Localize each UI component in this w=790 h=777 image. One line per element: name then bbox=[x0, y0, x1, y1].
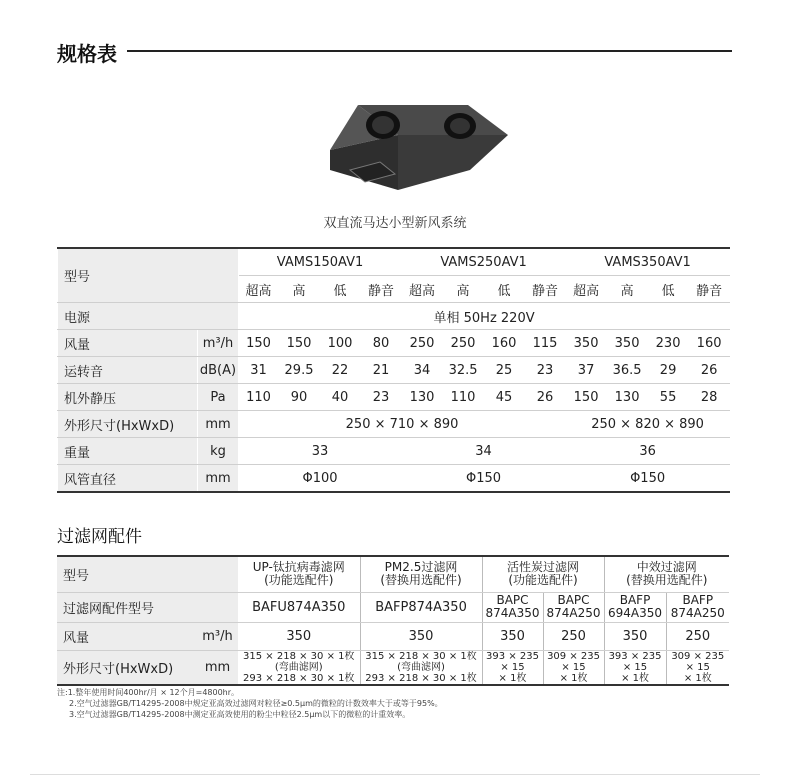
power-label: 电源 bbox=[58, 303, 239, 330]
part-number: BAFP874A350 bbox=[360, 592, 482, 622]
cell-value: 150 bbox=[566, 384, 607, 411]
filter-type-name: UP-钛抗病毒滤网 bbox=[252, 560, 345, 575]
cell-value: 250 bbox=[443, 330, 484, 357]
spec-table bbox=[57, 247, 730, 493]
row-label: 风管直径 bbox=[58, 465, 198, 493]
cell-value: 28 bbox=[689, 384, 730, 411]
cell-value: 29 bbox=[648, 357, 689, 384]
row-label: 风量 bbox=[58, 330, 198, 357]
cell-value: 350 bbox=[566, 330, 607, 357]
part-number-line: 874A350 bbox=[485, 606, 540, 620]
cell-value: 80 bbox=[361, 330, 402, 357]
speed-label: 超高 bbox=[566, 276, 607, 303]
model-header: VAMS250AV1 bbox=[402, 248, 566, 276]
page-title: 规格表 bbox=[57, 42, 117, 66]
cell-value: 250 × 710 × 890 bbox=[239, 411, 566, 438]
footnotes bbox=[57, 687, 443, 720]
row-label: 运转音 bbox=[58, 357, 198, 384]
row-unit: mm bbox=[198, 465, 239, 493]
filter-section-title: 过滤网配件 bbox=[57, 527, 142, 547]
speed-label: 超高 bbox=[239, 276, 279, 303]
weight-row bbox=[58, 438, 730, 465]
size-line: × 1枚 bbox=[621, 672, 649, 684]
filter-type-name: 活性炭过滤网 bbox=[507, 560, 580, 575]
part-number-line: BAPC bbox=[557, 593, 590, 607]
row-unit: mm bbox=[197, 650, 238, 685]
filter-type-name: 中效过滤网 bbox=[636, 560, 697, 575]
cell-value: 160 bbox=[689, 330, 730, 357]
filter-part-row bbox=[57, 592, 729, 622]
model-header: VAMS150AV1 bbox=[239, 248, 402, 276]
row-unit: dB(A) bbox=[198, 357, 239, 384]
cell-value: 250 bbox=[402, 330, 443, 357]
part-number-line: BAFP bbox=[619, 593, 651, 607]
cell-value: 130 bbox=[607, 384, 648, 411]
part-number-line: BAPC bbox=[496, 593, 529, 607]
row-unit: Pa bbox=[198, 384, 239, 411]
cell-value: 250 × 820 × 890 bbox=[566, 411, 730, 438]
filter-type-note: (功能选配件) bbox=[508, 573, 578, 588]
row-label: 风量 bbox=[57, 622, 197, 650]
filter-type bbox=[238, 556, 360, 592]
part-number bbox=[604, 592, 666, 622]
speed-label: 低 bbox=[484, 276, 525, 303]
cell-value: 110 bbox=[443, 384, 484, 411]
cell-value: 40 bbox=[320, 384, 361, 411]
cell-value: 115 bbox=[525, 330, 566, 357]
size-value bbox=[604, 650, 666, 685]
row-label: 重量 bbox=[58, 438, 198, 465]
cell-value: Φ150 bbox=[566, 465, 730, 493]
speed-label: 静音 bbox=[361, 276, 402, 303]
filter-table bbox=[57, 555, 729, 686]
cell-value: 26 bbox=[689, 357, 730, 384]
speed-label: 低 bbox=[648, 276, 689, 303]
cell-value: 130 bbox=[402, 384, 443, 411]
model-label: 型号 bbox=[58, 248, 239, 303]
filter-type-note: (功能选配件) bbox=[264, 573, 334, 588]
size-line: 293 × 218 × 30 × 1枚 bbox=[365, 672, 477, 684]
part-number-line: 874A250 bbox=[670, 606, 725, 620]
row-unit: kg bbox=[198, 438, 239, 465]
cell-value: 29.5 bbox=[279, 357, 320, 384]
model-label: 型号 bbox=[57, 556, 238, 592]
size-line: 315 × 218 × 30 × 1枚(弯曲滤网) bbox=[365, 650, 477, 673]
filter-type-row bbox=[57, 556, 729, 592]
duct-row bbox=[58, 465, 730, 493]
size-line: 393 × 235 × 15 bbox=[608, 650, 662, 673]
cell-value: 55 bbox=[648, 384, 689, 411]
cell-value: 160 bbox=[484, 330, 525, 357]
cell-value: Φ100 bbox=[239, 465, 402, 493]
size-line: × 1枚 bbox=[559, 672, 588, 684]
part-number bbox=[482, 592, 543, 622]
cell-value: 350 bbox=[238, 622, 360, 650]
cell-value: 34 bbox=[402, 357, 443, 384]
size-line: 293 × 218 × 30 × 1枚 bbox=[243, 672, 355, 684]
filter-type bbox=[360, 556, 482, 592]
cell-value: 100 bbox=[320, 330, 361, 357]
cell-value: 350 bbox=[360, 622, 482, 650]
speed-label: 超高 bbox=[402, 276, 443, 303]
cell-value: 36 bbox=[566, 438, 730, 465]
title-divider bbox=[127, 50, 732, 52]
size-value bbox=[666, 650, 729, 685]
size-line: 309 × 235 × 15 bbox=[671, 650, 725, 673]
cell-value: 45 bbox=[484, 384, 525, 411]
row-label: 外形尺寸(HxWxD) bbox=[57, 650, 197, 685]
cell-value: 22 bbox=[320, 357, 361, 384]
speed-label: 高 bbox=[279, 276, 320, 303]
size-line: 393 × 235 × 15 bbox=[486, 650, 539, 673]
cell-value: 150 bbox=[239, 330, 279, 357]
size-line: × 1枚 bbox=[683, 672, 712, 684]
size-value bbox=[360, 650, 482, 685]
power-row bbox=[58, 303, 730, 330]
noise-row bbox=[58, 357, 730, 384]
speed-label: 高 bbox=[443, 276, 484, 303]
dims-row bbox=[58, 411, 730, 438]
speed-label: 静音 bbox=[689, 276, 730, 303]
model-header: VAMS350AV1 bbox=[566, 248, 730, 276]
row-unit: m³/h bbox=[197, 622, 238, 650]
size-line: 315 × 218 × 30 × 1枚(弯曲滤网) bbox=[243, 650, 355, 673]
row-unit: mm bbox=[198, 411, 239, 438]
cell-value: 350 bbox=[482, 622, 543, 650]
size-value bbox=[543, 650, 604, 685]
cell-value: 23 bbox=[525, 357, 566, 384]
filter-type bbox=[604, 556, 729, 592]
cell-value: 110 bbox=[239, 384, 279, 411]
cell-value: 34 bbox=[402, 438, 566, 465]
speed-label: 高 bbox=[607, 276, 648, 303]
cell-value: 21 bbox=[361, 357, 402, 384]
filter-type bbox=[482, 556, 604, 592]
product-image bbox=[320, 100, 510, 200]
cell-value: Φ150 bbox=[402, 465, 566, 493]
cell-value: 33 bbox=[239, 438, 402, 465]
size-value bbox=[482, 650, 543, 685]
cell-value: 350 bbox=[604, 622, 666, 650]
power-value: 单相 50Hz 220V bbox=[239, 303, 730, 330]
part-number-line: BAFP bbox=[682, 593, 714, 607]
product-caption: 双直流马达小型新风系统 bbox=[323, 216, 467, 231]
size-value bbox=[238, 650, 360, 685]
cell-value: 90 bbox=[279, 384, 320, 411]
airflow-row bbox=[58, 330, 730, 357]
size-line: 309 × 235 × 15 bbox=[547, 650, 600, 673]
cell-value: 26 bbox=[525, 384, 566, 411]
title-row bbox=[57, 38, 732, 64]
footnote: 注:1.整年使用时间400hr/月 × 12个月=4800hr。 bbox=[57, 688, 240, 697]
cell-value: 36.5 bbox=[607, 357, 648, 384]
cell-value: 250 bbox=[543, 622, 604, 650]
part-number: BAFU874A350 bbox=[238, 592, 360, 622]
cell-value: 23 bbox=[361, 384, 402, 411]
footer-divider bbox=[30, 774, 760, 775]
filter-type-note: (替换用选配件) bbox=[380, 573, 462, 588]
part-number-line: 694A350 bbox=[608, 606, 663, 620]
filter-size-row bbox=[57, 650, 729, 685]
cell-value: 230 bbox=[648, 330, 689, 357]
cell-value: 37 bbox=[566, 357, 607, 384]
row-unit: m³/h bbox=[198, 330, 239, 357]
speed-label: 静音 bbox=[525, 276, 566, 303]
size-line: × 1枚 bbox=[498, 672, 527, 684]
cell-value: 25 bbox=[484, 357, 525, 384]
footnote: 2.空气过滤器GB/T14295-2008中规定亚高效过滤网对粒径≥0.5μm的微粒的计数效率大于或等于95%。 bbox=[69, 699, 443, 708]
footnote: 3.空气过滤器GB/T14295-2008中测定亚高效使用的粉尘中粒径2.5μm以下的微粒的计重效率。 bbox=[69, 710, 411, 719]
part-number-line: 874A250 bbox=[546, 606, 601, 620]
part-label: 过滤网配件型号 bbox=[57, 592, 238, 622]
filter-type-note: (替换用选配件) bbox=[626, 573, 708, 588]
speed-label: 低 bbox=[320, 276, 361, 303]
part-number bbox=[666, 592, 729, 622]
part-number bbox=[543, 592, 604, 622]
cell-value: 250 bbox=[666, 622, 729, 650]
row-label: 外形尺寸(HxWxD) bbox=[58, 411, 198, 438]
row-label: 机外静压 bbox=[58, 384, 198, 411]
cell-value: 150 bbox=[279, 330, 320, 357]
filter-airflow-row bbox=[57, 622, 729, 650]
cell-value: 350 bbox=[607, 330, 648, 357]
pressure-row bbox=[58, 384, 730, 411]
filter-type-name: PM2.5过滤网 bbox=[384, 560, 458, 575]
cell-value: 32.5 bbox=[443, 357, 484, 384]
cell-value: 31 bbox=[239, 357, 279, 384]
